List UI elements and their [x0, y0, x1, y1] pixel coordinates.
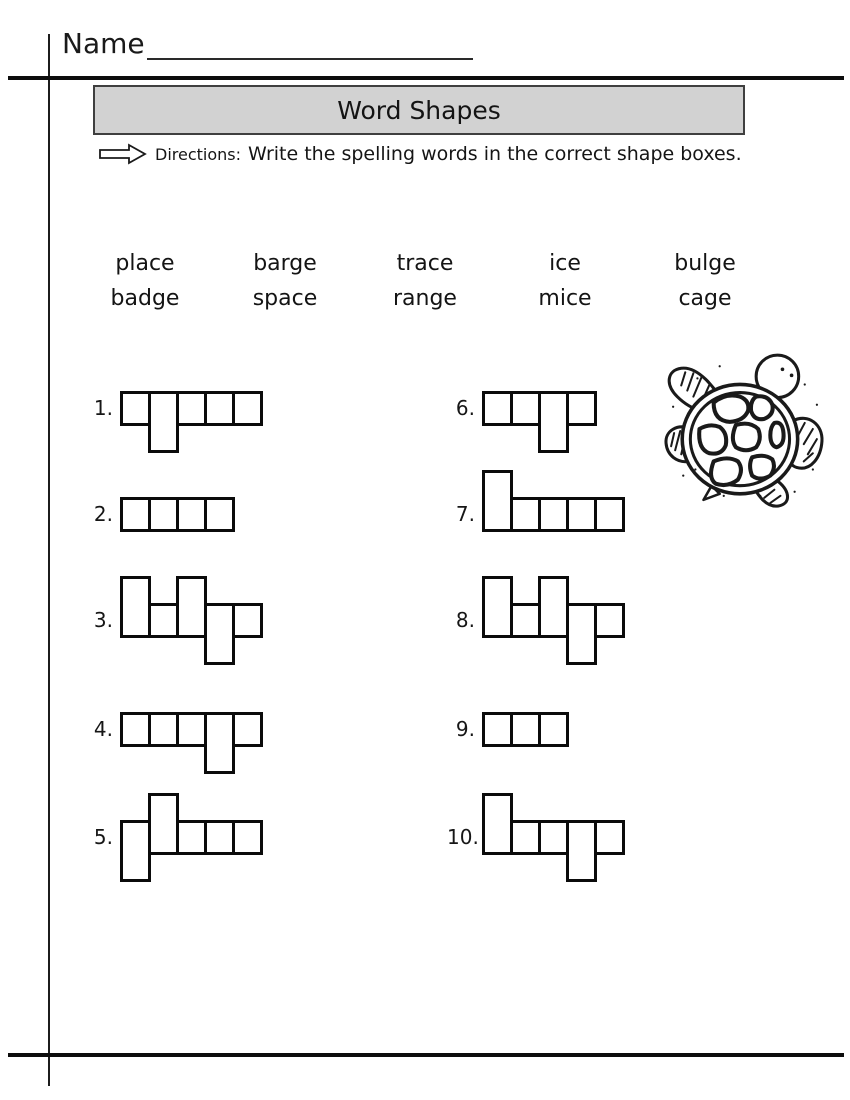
directions-label: Directions:	[155, 144, 242, 164]
bottom-rule	[8, 1053, 844, 1057]
name-label: Name	[62, 27, 145, 60]
letter-box-x[interactable]	[232, 391, 263, 426]
letter-box-x[interactable]	[510, 712, 541, 747]
letter-box-x[interactable]	[538, 712, 569, 747]
letter-box-x[interactable]	[120, 497, 151, 532]
word-bank	[75, 246, 775, 316]
letter-box-asc[interactable]	[176, 576, 207, 638]
directions-text: Write the spelling words in the correct shape boxes.	[248, 143, 742, 165]
exercise-number: 4.	[93, 717, 113, 741]
letter-box-x[interactable]	[120, 391, 151, 426]
exercise-item-3	[85, 576, 263, 665]
exercise-item-5	[85, 793, 263, 882]
letter-box-x[interactable]	[148, 497, 179, 532]
letter-box-x[interactable]	[510, 497, 541, 532]
exercise-number: 1.	[93, 396, 113, 420]
letter-box-asc[interactable]	[482, 793, 513, 855]
letter-box-desc[interactable]	[204, 603, 235, 665]
exercise-number: 3.	[93, 608, 113, 632]
turtle-illustration	[663, 348, 825, 510]
letter-box-desc[interactable]	[120, 820, 151, 882]
word-bank-word: barge	[253, 251, 317, 276]
word-bank-word: trace	[396, 251, 454, 276]
letter-box-desc[interactable]	[204, 712, 235, 774]
word-bank-word: place	[115, 251, 175, 276]
exercise-item-2	[85, 470, 235, 559]
word-bank-word: space	[252, 286, 318, 311]
letter-boxes	[120, 793, 263, 882]
word-bank-word: bulge	[674, 251, 736, 276]
name-row	[62, 28, 473, 60]
letter-boxes	[482, 364, 597, 453]
exercise-item-7	[447, 470, 625, 559]
letter-box-desc[interactable]	[148, 391, 179, 453]
letter-box-x[interactable]	[120, 712, 151, 747]
exercise-number: 8.	[455, 608, 475, 632]
letter-box-x[interactable]	[482, 391, 513, 426]
word-bank-word: mice	[538, 286, 592, 311]
letter-box-x[interactable]	[482, 712, 513, 747]
exercise-item-9	[447, 685, 569, 774]
word-bank-word: badge	[110, 286, 180, 311]
letter-box-asc[interactable]	[482, 576, 513, 638]
name-input-line[interactable]	[147, 30, 473, 60]
exercise-number: 5.	[93, 825, 113, 849]
letter-boxes	[482, 470, 625, 559]
left-margin-line	[48, 34, 50, 1086]
word-bank-word: cage	[678, 286, 732, 311]
exercise-item-4	[85, 685, 263, 774]
letter-box-asc[interactable]	[120, 576, 151, 638]
exercise-item-10	[447, 793, 625, 882]
letter-box-x[interactable]	[176, 391, 207, 426]
letter-box-x[interactable]	[204, 820, 235, 855]
letter-box-asc[interactable]	[148, 793, 179, 855]
exercise-item-8	[447, 576, 625, 665]
letter-box-x[interactable]	[566, 391, 597, 426]
letter-box-asc[interactable]	[482, 470, 513, 532]
exercise-number: 6.	[455, 396, 475, 420]
letter-box-x[interactable]	[232, 712, 263, 747]
exercise-number: 2.	[93, 502, 113, 526]
letter-box-x[interactable]	[510, 603, 541, 638]
exercise-item-6	[447, 364, 597, 453]
letter-box-x[interactable]	[176, 820, 207, 855]
letter-boxes	[482, 576, 625, 665]
letter-box-x[interactable]	[594, 497, 625, 532]
title-bar	[93, 85, 745, 135]
letter-box-desc[interactable]	[538, 391, 569, 453]
letter-box-x[interactable]	[204, 391, 235, 426]
exercise-number: 9.	[455, 717, 475, 741]
letter-box-x[interactable]	[594, 603, 625, 638]
letter-box-x[interactable]	[594, 820, 625, 855]
letter-box-desc[interactable]	[566, 820, 597, 882]
word-bank-word: ice	[549, 251, 581, 276]
letter-box-x[interactable]	[148, 603, 179, 638]
letter-boxes	[482, 793, 625, 882]
letter-boxes	[120, 364, 263, 453]
letter-box-x[interactable]	[538, 497, 569, 532]
letter-boxes	[120, 685, 263, 774]
letter-box-x[interactable]	[176, 712, 207, 747]
letter-boxes	[482, 685, 569, 774]
letter-box-x[interactable]	[232, 820, 263, 855]
letter-box-x[interactable]	[148, 712, 179, 747]
letter-box-x[interactable]	[566, 497, 597, 532]
directions-row	[98, 143, 742, 165]
letter-box-x[interactable]	[232, 603, 263, 638]
letter-box-x[interactable]	[176, 497, 207, 532]
word-bank-word: range	[393, 286, 457, 311]
letter-box-x[interactable]	[204, 497, 235, 532]
letter-box-x[interactable]	[538, 820, 569, 855]
exercise-item-1	[85, 364, 263, 453]
letter-box-x[interactable]	[510, 391, 541, 426]
letter-boxes	[120, 576, 263, 665]
page-title: Word Shapes	[337, 95, 501, 125]
exercise-number: 10.	[447, 825, 479, 849]
letter-box-x[interactable]	[510, 820, 541, 855]
top-rule	[8, 76, 844, 80]
letter-box-desc[interactable]	[566, 603, 597, 665]
right-block-arrow-icon	[98, 143, 148, 165]
letter-boxes	[120, 470, 235, 559]
exercise-number: 7.	[455, 502, 475, 526]
letter-box-asc[interactable]	[538, 576, 569, 638]
